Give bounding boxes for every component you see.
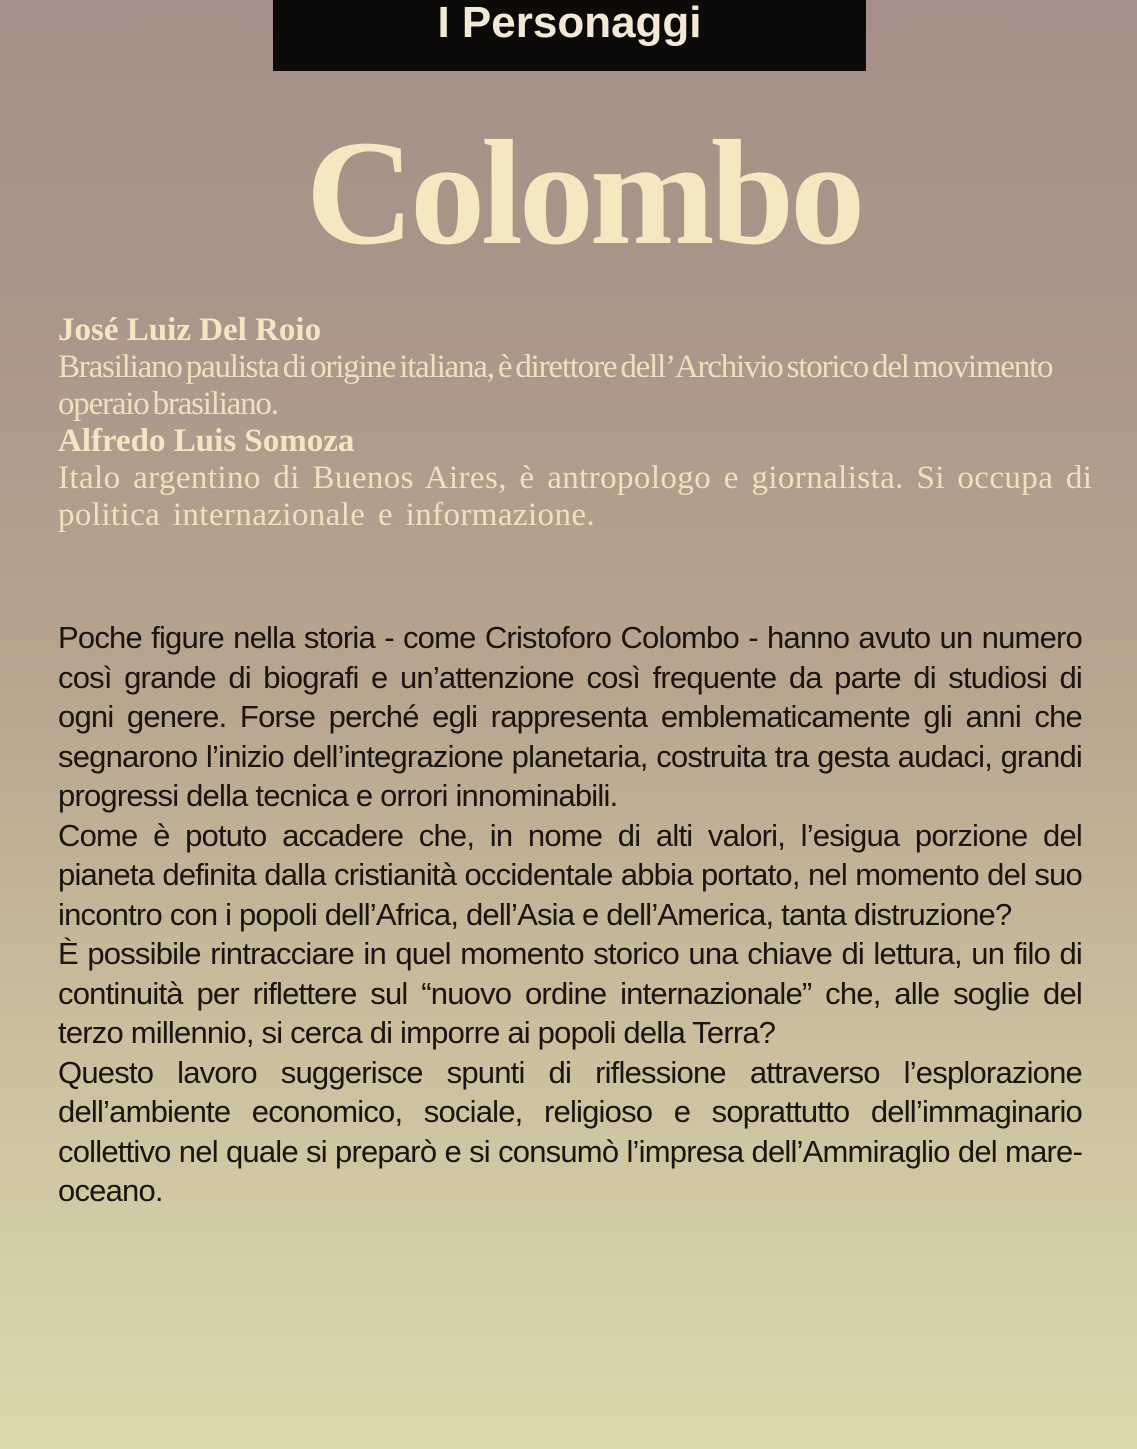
book-title: Colombo [305,110,862,276]
author-section [58,312,1098,534]
blurb-paragraph: È possibile rintracciare in quel momento storico una chiave di lettura, un filo di continuità per riflettere sul “nuovo ordine internazionale” che, alle soglie del terzo millennio, si cerca di imporre ai popoli della Terra? [58,936,1082,1050]
blurb-paragraph: Come è potuto accadere che, in nome di alti valori, l’esigua porzione del pianeta definita dalla cristianità occidentale abbia portato, nel momento del suo incontro con i popoli dell’Africa, dell’Asia e dell’America, tanta distruzione? [58,817,1082,932]
blurb-text [58,618,1082,1211]
series-banner [273,0,866,71]
author-name: José Luiz Del Roio [58,312,322,348]
author-name: Alfredo Luis Somoza [58,423,355,459]
author-bio: Brasiliano paulista di origine italiana, è direttore dell’Archivio storico del movimento operaio brasiliano. [58,349,1053,422]
blurb-paragraph: Questo lavoro suggerisce spunti di riflessione attraverso l’esplorazione dell’ambiente economico, sociale, religioso e soprattutto dell’immaginario collettivo nel quale si preparò e si consumò l’impresa dell’Ammiraglio del mare-oceano. [58,1054,1082,1208]
series-label: I Personaggi [437,0,702,47]
blurb-paragraph: Poche figure nella storia - come Cristoforo Colombo - hanno avuto un numero così grande di biografi e un’attenzione così frequente da parte di studiosi di ogni genere. Forse perché egli rappresenta emblematicamente gli anni che segnarono l’inizio dell’integrazione planetaria, costruita tra gesta audaci, grandi progressi della tecnica e orrori innominabili. [58,620,1082,813]
author-bio: Italo argentino di Buenos Aires, è antropologo e giornalista. Si occupa di politica internazionale e informazione. [58,460,1093,533]
